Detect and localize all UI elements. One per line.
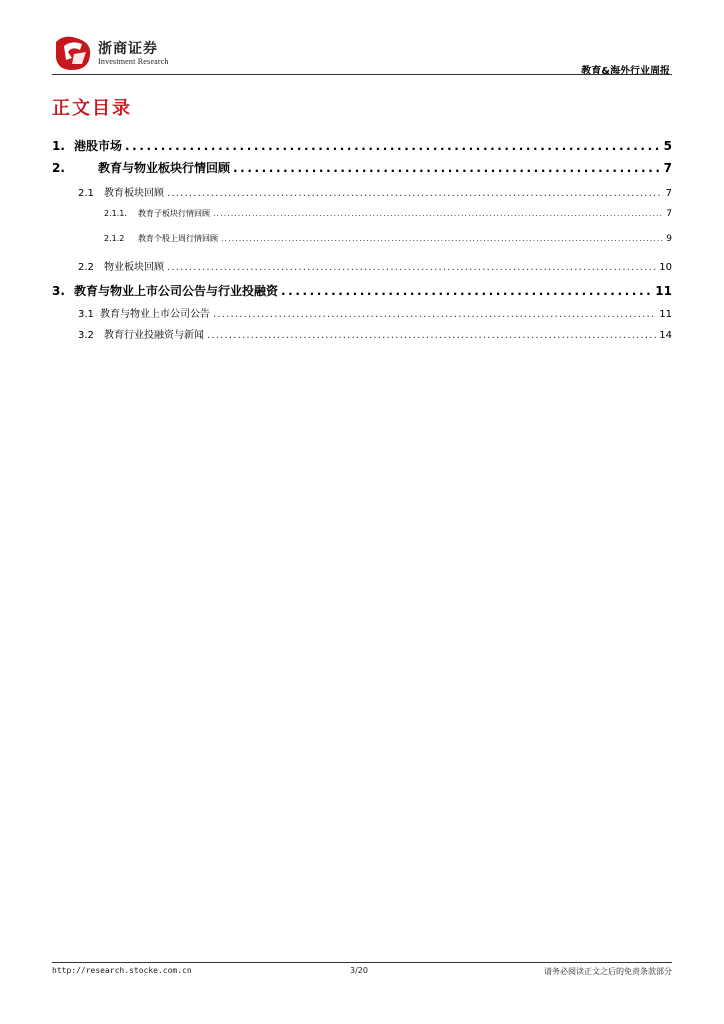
- page-header: [52, 34, 672, 76]
- toc-leader-dots: [281, 284, 652, 298]
- toc-entry-title: 物业板块回顾: [104, 262, 164, 273]
- toc-entry-page: 10: [659, 262, 672, 273]
- toc-leader-dots: [125, 139, 661, 153]
- toc-entry-number: 3.: [52, 284, 65, 298]
- toc-entry-page: 7: [665, 188, 672, 199]
- toc-entry[interactable]: [52, 305, 672, 320]
- toc-entry-title: 港股市场: [74, 139, 123, 153]
- toc-entry-number: 2.1: [78, 188, 94, 199]
- toc-entry[interactable]: [52, 159, 672, 176]
- toc-leader-dots: [167, 262, 656, 273]
- toc-entry-title: 教育个股上周行情回顾: [138, 234, 218, 243]
- logo-chinese-name: 浙商证券: [98, 41, 158, 57]
- toc-entry-page: 5: [663, 139, 672, 153]
- toc-entry-title: 教育与物业上市公司公告: [100, 309, 210, 320]
- toc-leader-dots: [167, 188, 663, 199]
- toc-entry-number: 3.2: [78, 330, 94, 341]
- toc-entry-page: 11: [659, 309, 672, 320]
- toc-entry[interactable]: [52, 137, 672, 154]
- toc-entry-title: 教育子板块行情回顾: [138, 209, 210, 218]
- toc-entry[interactable]: [52, 208, 672, 219]
- toc-leader-dots: [221, 234, 663, 243]
- logo-english-name: Investment Research: [98, 57, 169, 66]
- company-logo: [52, 34, 96, 72]
- toc-entry[interactable]: [52, 326, 672, 341]
- footer-divider: [52, 962, 672, 963]
- toc-title: 正文目录: [52, 98, 132, 119]
- toc-entry[interactable]: [52, 258, 672, 273]
- toc-entry[interactable]: [52, 282, 672, 299]
- toc-entry-number: 2.: [52, 161, 65, 175]
- toc-entry-title: 教育与物业上市公司公告与行业投融资: [74, 284, 279, 298]
- toc-entry-page: 7: [666, 209, 672, 219]
- toc-entry-number: 3.1: [78, 309, 94, 320]
- toc-leader-dots: [213, 209, 663, 218]
- toc-entry-title: 教育板块回顾: [104, 188, 164, 199]
- toc-entry-title: 教育与物业板块行情回顾: [98, 161, 231, 175]
- toc-entry-page: 11: [655, 284, 672, 298]
- toc-entry-number: 2.1.2: [104, 234, 125, 243]
- toc-entry[interactable]: [52, 233, 672, 244]
- toc-entry-number: 1.: [52, 139, 65, 153]
- toc-entry[interactable]: [52, 184, 672, 199]
- toc-leader-dots: [213, 309, 656, 320]
- toc-entry-number: 2.1.1.: [104, 209, 127, 218]
- toc-entry-page: 7: [663, 161, 672, 175]
- header-divider: [52, 74, 672, 75]
- toc-leader-dots: [207, 330, 656, 341]
- toc-entry-title: 教育行业投融资与新闻: [104, 330, 204, 341]
- footer-url[interactable]: http://research.stocke.com.cn: [52, 966, 192, 975]
- toc-leader-dots: [233, 161, 661, 175]
- page-number: 3/20: [350, 966, 368, 975]
- footer-disclaimer: 请务必阅读正文之后的免责条款部分: [544, 967, 672, 976]
- report-name: 教育&海外行业周报: [581, 66, 670, 77]
- toc-entry-number: 2.2: [78, 262, 94, 273]
- toc-entry-page: 14: [659, 330, 672, 341]
- toc-entry-page: 9: [666, 234, 672, 244]
